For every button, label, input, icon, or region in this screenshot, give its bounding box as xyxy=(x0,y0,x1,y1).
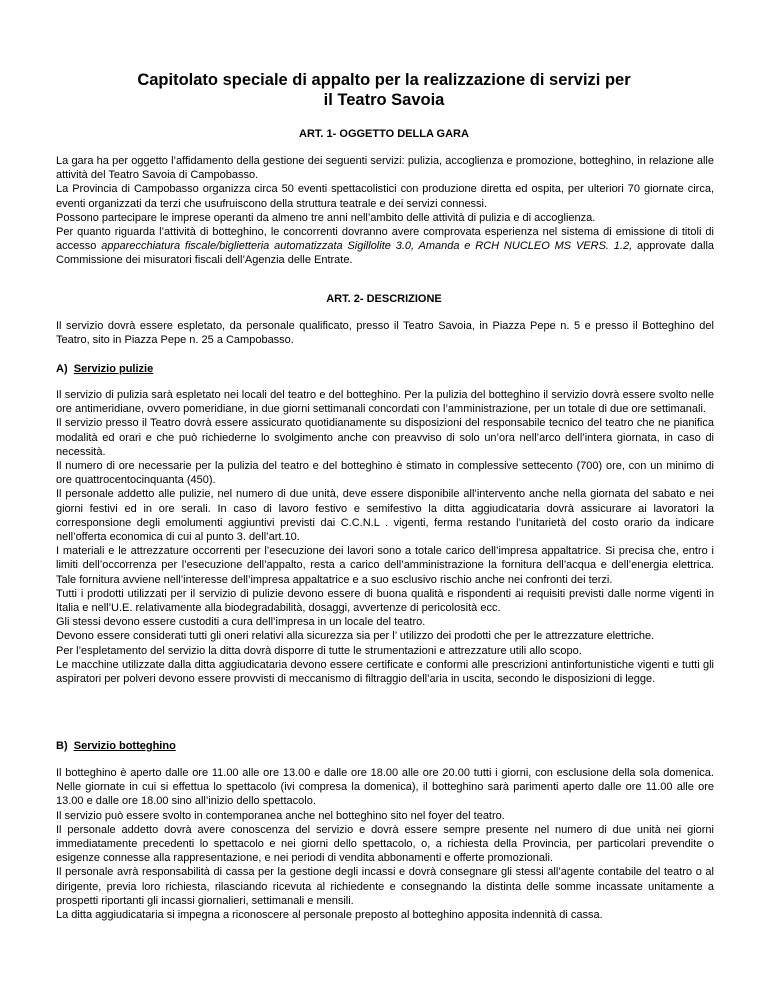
section-b-paragraph: Il personale avrà responsabilità di cassa per la gestione degli incassi e dovrà consegnare gli stessi all’agente contabile del teatro o al dirigente, previa loro richiesta, rilasciando ricevuta al richiedente e consegnando la distinta delle somme incassate unitamente a prospetti riportanti gli incassi giornalieri, settimanali e mensili. xyxy=(56,866,714,907)
art1-paragraph xyxy=(56,225,714,268)
art1-paragraph: Possono partecipare le imprese operanti da almeno tre anni nell’ambito delle attività di pulizia e di accoglienza. xyxy=(56,211,596,224)
document-title-line-1: Capitolato speciale di appalto per la realizzazione di servizi per xyxy=(137,71,631,89)
section-b-heading xyxy=(56,739,176,753)
document-title xyxy=(60,70,708,110)
art2-intro xyxy=(56,319,714,347)
section-b-letter: B) xyxy=(56,740,68,752)
section-b-paragraph: Il servizio può essere svolto in contemporanea anche nel botteghino sito nel foyer del teatro. xyxy=(56,809,505,822)
document-title-line-2: il Teatro Savoia xyxy=(323,91,445,109)
section-a-paragraph: Le macchine utilizzate dalla ditta aggiudicataria devono essere certificate e conformi alle prescrizioni antinfortunistiche vigenti e tutti gli aspiratori per polveri devono essere provvisti di meccanismo di filtraggio dell’aria in uscita, secondo le disposizioni di legge. xyxy=(56,658,714,686)
section-a-paragraph: Tutti i prodotti utilizzati per il servizio di pulizie devono essere di buona qualità e rispondenti ai requisiti previsti dalle norme vigenti in Italia e nell’U.E. relativamente alla biodegradabilità, dosaggi, avvertenze di pericolosità ecc. xyxy=(56,587,714,615)
section-b-paragraph: La ditta aggiudicataria si impegna a riconoscere al personale preposto al botteghino apposita indennità di cassa. xyxy=(56,909,603,922)
section-a-paragraph: Devono essere considerati tutti gli oneri relativi alla sicurezza sia per l’ utilizzo dei prodotti che per le attrezzature elettriche. xyxy=(56,630,655,643)
section-b-paragraph: Il botteghino è aperto dalle ore 11.00 alle ore 13.00 e dalle ore 18.00 alle ore 20.00 tutti i giorni, con esclusione della sola domenica. Nelle giornate in cui si effettua lo spettacolo (ivi compresa la domenica), il botteghino sarà parimenti aperto dalle ore 11.00 alle ore 13.00 e dalle ore 18.00 sino all’inizio dello spettacolo. xyxy=(56,767,714,808)
art1-p4-end: approvate dalla Commissione dei misuratori fiscali dell’Agenzia delle Entrate. xyxy=(56,240,715,267)
art2-heading: ART. 2- DESCRIZIONE xyxy=(326,293,442,305)
section-a-body xyxy=(56,388,714,686)
art1-paragraph: La gara ha per oggetto l’affidamento della gestione dei seguenti servizi: pulizia, accoglienza e promozione, botteghino, in relazione alle attività del Teatro Savoia di Campobasso. xyxy=(56,155,714,182)
section-b-body xyxy=(56,766,714,922)
section-a-paragraph: Gli stessi devono essere custoditi a cura dell’impresa in un locale del teatro. xyxy=(56,616,426,629)
section-a-paragraph: Il servizio di pulizia sarà espletato nei locali del teatro e del botteghino. Per la pulizia del botteghino il servizio dovrà essere svolto nelle ore antimeridiane, ovvero pomeridiane, in due giorni settimanali concordati con l’amministrazione, per un totale di due ore settimanali. xyxy=(56,389,714,416)
section-a-heading xyxy=(56,362,153,376)
section-b-title: Servizio botteghino xyxy=(73,740,176,752)
section-a-paragraph: Il servizio presso il Teatro dovrà essere assicurato quotidianamente su disposizioni del responsabile tecnico del teatro che ne pianifica modalità ed orari e che può richiederne lo svolgimento anche con preavviso di solo un’ora nell’arco dell’intera giornata, in caso di necessità. xyxy=(56,417,714,458)
section-a-paragraph: Il numero di ore necessarie per la pulizia del teatro e del botteghino è stimato in complessive settecento (700) ore, con un minimo di ore quattrocentocinquanta (450). xyxy=(56,460,714,487)
art1-heading: ART. 1- OGGETTO DELLA GARA xyxy=(299,128,469,140)
art1-body xyxy=(56,154,714,268)
art1-paragraph: La Provincia di Campobasso organizza circa 50 eventi spettacolistici con produzione diretta ed ospita, per ulteriori 70 giornate circa, eventi organizzati da terzi che usufruiscono della struttura teatrale e dei servizi connessi. xyxy=(56,183,714,210)
art1-p4-italic: apparecchiatura fiscale/biglietteria automatizzata Sigillolite 3.0, Amanda e RCH NUCLEO MS VERS. 1.2, xyxy=(101,240,633,253)
art2-intro-paragraph: Il servizio dovrà essere espletato, da personale qualificato, presso il Teatro Savoia, in Piazza Pepe n. 5 e presso il Botteghino del Teatro, sito in Piazza Pepe n. 25 a Campobasso. xyxy=(56,320,714,347)
section-a-letter: A) xyxy=(56,363,68,375)
section-a-paragraph: Per l’espletamento del servizio la ditta dovrà disporre di tutte le strumentazioni e attrezzature utili allo scopo. xyxy=(56,644,582,657)
art1-p4-start: Per quanto riguarda l’attività di botteghino, le concorrenti dovranno avere comprovata esperienza nel sistema di emissione di titoli di accesso xyxy=(56,226,714,253)
section-a-paragraph: Il personale addetto alle pulizie, nel numero di due unità, deve essere disponibile all’intervento anche nella giornata del sabato e nei giorni festivi ed in ore serali. In caso di lavoro festivo e semifestivo la ditta aggiudicataria dovrà assicurare ai lavoratori la corresponsione degli emolumenti aggiuntivi previsti dai C.C.N.L . vigenti, ferma restando l’unitarietà del costo orario da indicare nell’offerta economica di cui al punto 3. dell’art.10. xyxy=(56,488,714,544)
section-b-paragraph: Il personale addetto dovrà avere conoscenza del servizio e dovrà essere sempre presente nel numero di due unità nei giorni immediatamente precedenti lo spettacolo e nei giorni dello spettacolo, o, a richiesta della Provincia, per particolari prevendite o esigenze connesse alla rappresentazione, e nei periodi di vendita abbonamenti e offerte promozionali. xyxy=(56,823,714,865)
section-a-title: Servizio pulizie xyxy=(73,363,154,375)
section-a-paragraph: I materiali e le attrezzature occorrenti per l’esecuzione dei lavori sono a totale carico dell’impresa appaltatrice. Si precisa che, entro i limiti dell’occorrenza per l’esecuzione dell’appalto, resta a carico dell’amministrazione la fornitura dell’acqua e dell’energia elettrica. Tale fornitura avviene nell’interesse dell’impresa appaltatrice e a suo esclusivo rischio anche nei confronti dei terzi. xyxy=(56,545,714,586)
